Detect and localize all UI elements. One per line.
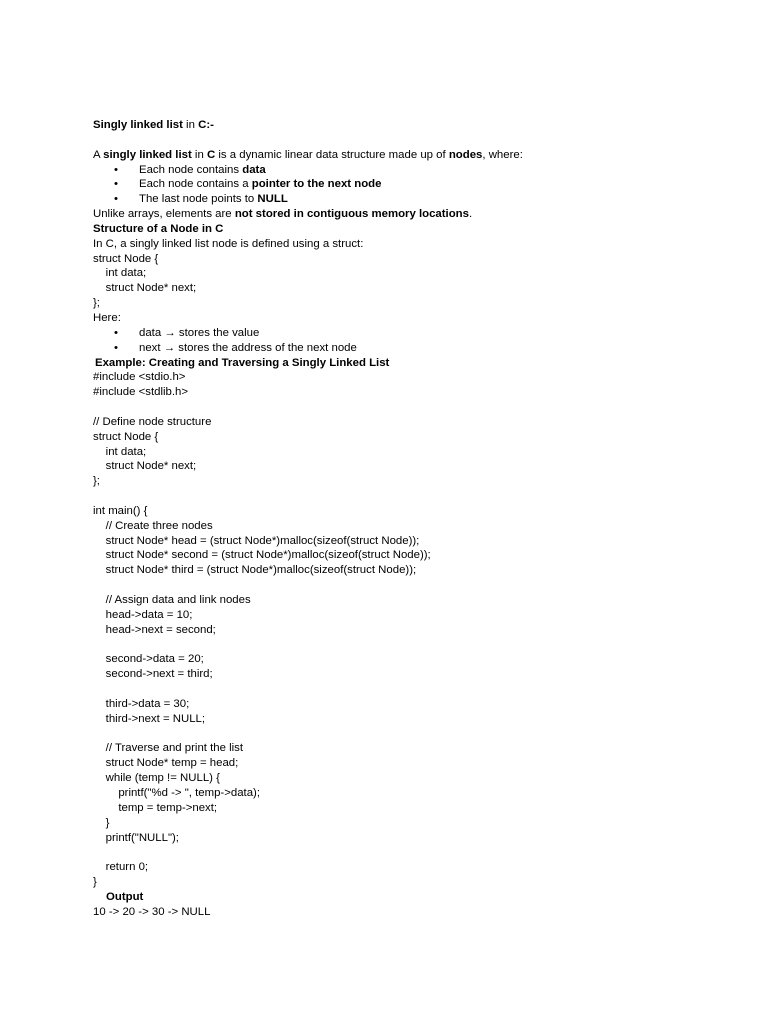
code-line: second->next = third; xyxy=(93,668,213,681)
list-item: • The last node points to NULL xyxy=(114,193,288,206)
code-line xyxy=(93,727,733,742)
code-line: third->next = NULL; xyxy=(93,712,206,725)
code-line: int main() { xyxy=(93,504,148,517)
bullet-icon: • xyxy=(114,326,118,339)
code-line xyxy=(93,400,733,415)
code-line: // Create three nodes xyxy=(93,519,213,532)
intro-paragraph: A singly linked list in C is a dynamic linear data structure made up of nodes, where: xyxy=(93,148,523,161)
title-text: in xyxy=(182,119,199,131)
code-line: } xyxy=(93,816,110,829)
code-line: second->data = 20; xyxy=(93,653,204,666)
example-code-block xyxy=(93,370,733,890)
code-line: struct Node { xyxy=(93,430,159,443)
structure-description: In C, a singly linked list node is defined using a struct: xyxy=(93,237,364,250)
code-line: struct Node* next; xyxy=(93,460,197,473)
document-title xyxy=(93,118,733,133)
code-line: } xyxy=(93,876,97,889)
bullet-icon: • xyxy=(114,341,118,354)
code-line: head->next = second; xyxy=(93,623,216,636)
code-line xyxy=(93,638,733,653)
bullet-icon: • xyxy=(114,163,118,176)
code-line: #include <stdlib.h> xyxy=(93,386,188,399)
struct-code-block xyxy=(93,252,733,311)
code-line: printf("%d -> ", temp->data); xyxy=(93,786,260,799)
list-item: • next → stores the address of the next node xyxy=(114,341,357,354)
code-line: }; xyxy=(93,297,100,310)
code-line: // Traverse and print the list xyxy=(93,742,244,755)
code-line: struct Node* second = (struct Node*)malloc(sizeof(struct Node)); xyxy=(93,549,431,562)
list-item: • data → stores the value xyxy=(114,326,260,339)
code-line: struct Node { xyxy=(93,252,159,265)
code-line: temp = temp->next; xyxy=(93,801,218,814)
code-line: struct Node* next; xyxy=(93,282,197,295)
code-line: while (temp != NULL) { xyxy=(93,772,220,785)
code-line: head->data = 10; xyxy=(93,608,193,621)
code-line: #include <stdio.h> xyxy=(93,371,186,384)
bullet-icon: • xyxy=(114,178,118,191)
code-line xyxy=(93,845,733,860)
code-line: struct Node* temp = head; xyxy=(93,757,239,770)
code-line: struct Node* third = (struct Node*)malloc(sizeof(struct Node)); xyxy=(93,564,417,577)
title-bold-text: Singly linked list xyxy=(93,119,183,131)
blank-line xyxy=(93,133,733,148)
output-heading: Output xyxy=(106,890,144,903)
code-line: int data; xyxy=(93,267,147,280)
code-line: }; xyxy=(93,475,100,488)
code-line: // Assign data and link nodes xyxy=(93,594,251,606)
output-text: 10 -> 20 -> 30 -> NULL xyxy=(93,905,211,918)
code-line: int data; xyxy=(93,445,147,458)
unlike-arrays-paragraph: Unlike arrays, elements are not stored in contiguous memory locations. xyxy=(93,208,473,221)
code-line xyxy=(93,682,733,697)
code-line: return 0; xyxy=(93,861,149,874)
example-heading: Example: Creating and Traversing a Singly Linked List xyxy=(95,356,390,369)
code-line: third->data = 30; xyxy=(93,697,190,710)
list-item: • Each node contains data xyxy=(114,163,266,176)
title-bold-text: C:- xyxy=(198,119,214,131)
code-line xyxy=(93,578,733,593)
structure-heading: Structure of a Node in C xyxy=(93,222,224,235)
here-label: Here: xyxy=(93,311,121,324)
document-body xyxy=(93,118,733,920)
code-line: // Define node structure xyxy=(93,415,212,428)
list-item: • Each node contains a pointer to the next node xyxy=(114,178,382,191)
code-line xyxy=(93,489,733,504)
code-line: printf("NULL"); xyxy=(93,831,179,844)
bullet-icon: • xyxy=(114,193,118,206)
code-line: struct Node* head = (struct Node*)malloc(sizeof(struct Node)); xyxy=(93,534,420,547)
